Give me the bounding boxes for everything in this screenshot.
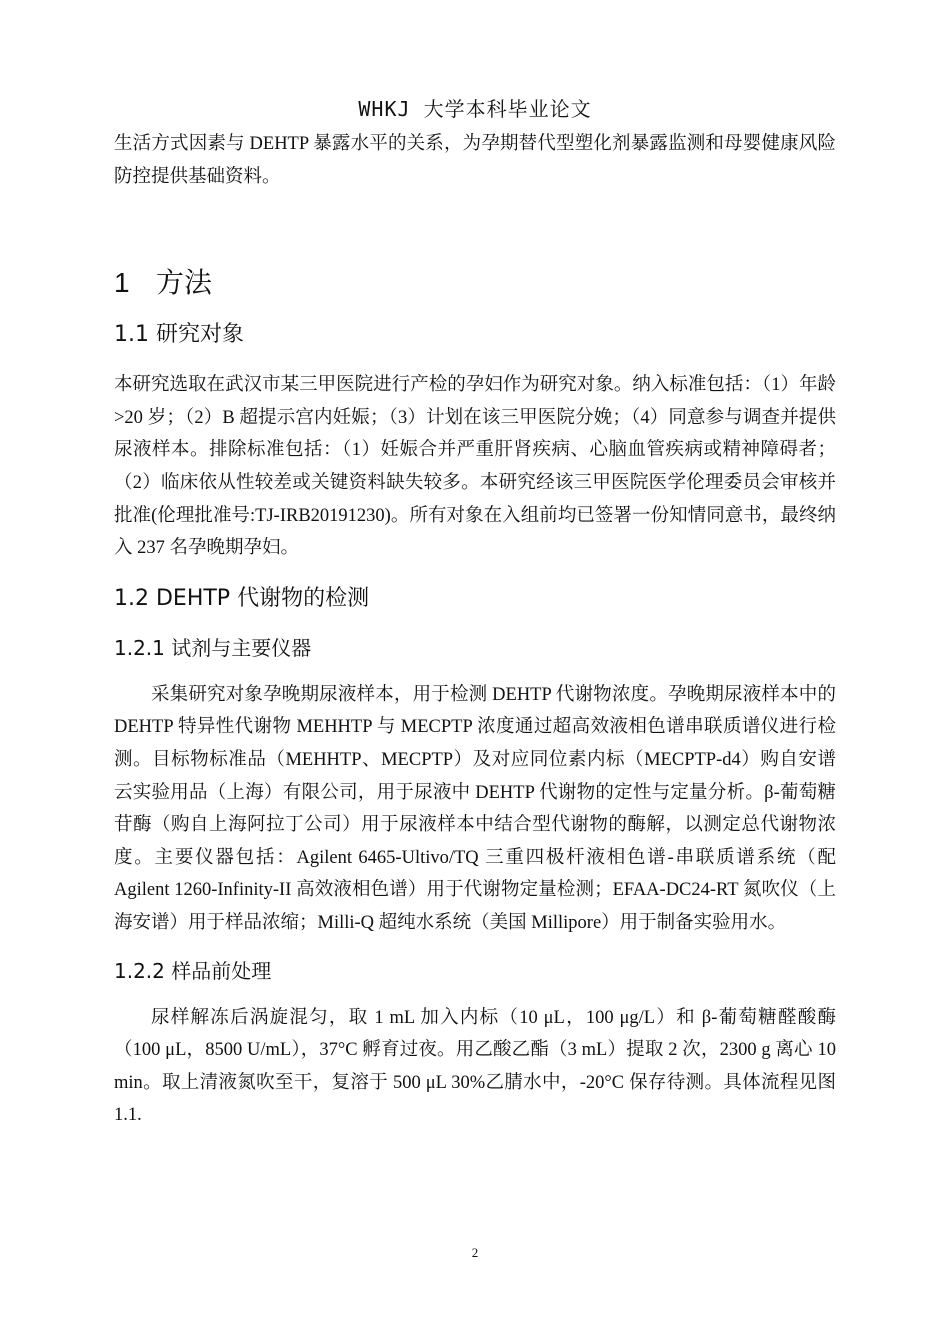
section-1-number: 1	[114, 267, 130, 299]
intro-paragraph: 生活方式因素与 DEHTP 暴露水平的关系，为孕期替代型塑化剂暴露监测和母婴健康风险防控提供基础资料。	[114, 134, 836, 187]
section-1-2-2-heading: 1.2.2 样品前处理	[114, 958, 272, 983]
section-1-2-1-paragraph: 采集研究对象孕晚期尿液样本，用于检测 DEHTP 代谢物浓度。孕晚期尿液样本中的 DEHTP 特异性代谢物 MEHHTP 与 MECPTP 浓度通过超高效液相色谱串联质谱仪进行检测。目标物标准品（MEHHTP、MECPTP）及对应同位素内标（MECPTP-d4）购自安谱云实验用品（上海）有限公司，用于尿液中 DEHTP 代谢物的定性与定量分析。β-葡萄糖苷酶（购自上海阿拉丁公司）用于尿液样本中结合型代谢物的酶解，以测定总代谢物浓度。主要仪器包括：Agilent 6465-Ultivo/TQ 三重四极杆液相色谱-串联质谱系统（配 Agilent 1260-Infinity-II 高效液相色谱）用于代谢物定量检测；EFAA-DC24-RT 氮吹仪（上海安谱）用于样品浓缩；Milli-Q 超纯水系统（美国 Millipore）用于制备实验用水。	[114, 684, 836, 933]
section-1-2-2-paragraph: 尿样解冻后涡旋混匀，取 1 mL 加入内标（10 μL，100 μg/L）和 β-葡萄糖醛酸酶（100 μL，8500 U/mL），37°C 孵育过夜。用乙酸乙酯（3 mL）提取 2 次，2300 g 离心 10 min。取上清液氮吹至干，复溶于 500 μL 30%乙腈水中，-20°C 保存待测。具体流程见图 1.1.	[114, 1007, 836, 1126]
section-1-2-1-heading: 1.2.1 试剂与主要仪器	[114, 635, 312, 660]
section-1-title: 方法	[156, 266, 213, 300]
page-number: 2	[471, 1245, 479, 1260]
section-1-heading	[114, 263, 836, 303]
section-1-1-paragraph: 本研究选取在武汉市某三甲医院进行产检的孕妇作为研究对象。纳入标准包括：（1）年龄>20 岁；（2）B 超提示宫内妊娠；（3）计划在该三甲医院分娩；（4）同意参与调查并提供尿液样本。排除标准包括：（1）妊娠合并严重肝肾疾病、心脑血管疾病或精神障碍者；（2）临床依从性较差或关键资料缺失较多。本研究经该三甲医院医学伦理委员会审核并批准(伦理批准号:TJ-IRB20191230)。所有对象在入组前均已签署一份知情同意书，最终纳入 237 名孕晚期孕妇。	[114, 375, 836, 559]
page-body	[114, 128, 836, 1132]
section-1-1-heading: 1.1 研究对象	[114, 322, 244, 348]
running-header: WHKJ 大学本科毕业论文	[358, 97, 592, 121]
section-1-2-heading: 1.2 DEHTP 代谢物的检测	[114, 585, 370, 611]
